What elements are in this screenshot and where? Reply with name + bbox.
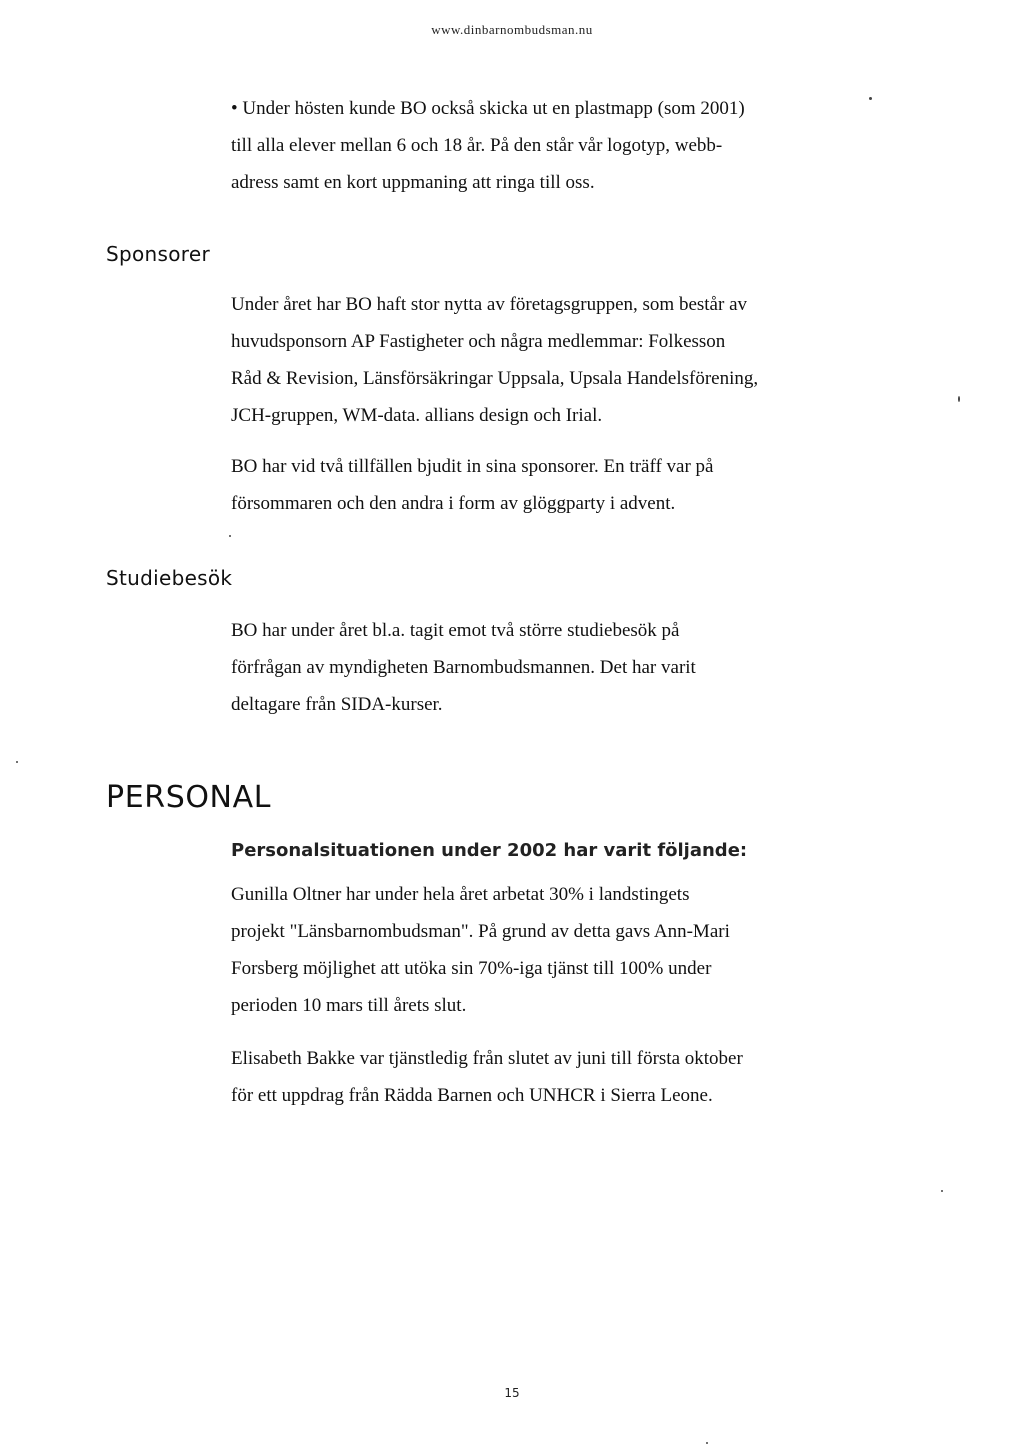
sponsorer-paragraph-1 — [231, 286, 881, 434]
text-line: JCH-gruppen, WM-data. allians design och Irial. — [231, 405, 603, 426]
text-line: Forsberg möjlighet att utöka sin 70%-iga tjänst till 100% under — [231, 958, 712, 979]
personal-subheading: Personalsituationen under 2002 har varit följande: — [231, 840, 748, 861]
text-line: Under året har BO haft stor nytta av företagsgruppen, som består av — [231, 294, 747, 315]
scan-speck — [869, 97, 872, 100]
text-line: BO har under året bl.a. tagit emot två större studiebesök på — [231, 620, 680, 641]
personal-paragraph-1 — [231, 876, 881, 1024]
scan-speck — [16, 761, 18, 763]
scan-speck — [229, 535, 231, 537]
text-line: för ett uppdrag från Rädda Barnen och UNHCR i Sierra Leone. — [231, 1085, 713, 1106]
text-line: perioden 10 mars till årets slut. — [231, 995, 467, 1016]
text-line: • Under hösten kunde BO också skicka ut en plastmapp (som 2001) — [231, 98, 745, 119]
page-number: 15 — [504, 1386, 520, 1400]
scan-speck — [706, 1442, 708, 1444]
section-heading-sponsorer: Sponsorer — [106, 242, 210, 266]
scan-speck — [941, 1190, 943, 1192]
sponsorer-paragraph-2 — [231, 448, 881, 522]
text-line: till alla elever mellan 6 och 18 år. På den står vår logotyp, webb- — [231, 135, 723, 156]
text-line: deltagare från SIDA-kurser. — [231, 694, 443, 715]
personal-paragraph-2 — [231, 1040, 881, 1114]
section-heading-studiebesok: Studiebesök — [106, 566, 233, 590]
intro-bullet-paragraph — [231, 90, 871, 201]
section-heading-personal: PERSONAL — [106, 780, 272, 815]
text-line: försommaren och den andra i form av glöggparty i advent. — [231, 493, 676, 514]
text-line: adress samt en kort uppmaning att ringa till oss. — [231, 172, 595, 193]
header-url: www.dinbarnombudsman.nu — [431, 22, 593, 37]
text-line: projekt "Länsbarnombudsman". På grund av detta gavs Ann-Mari — [231, 921, 730, 942]
text-line: Gunilla Oltner har under hela året arbetat 30% i landstingets — [231, 884, 690, 905]
studiebesok-paragraph — [231, 612, 881, 723]
text-line: förfrågan av myndigheten Barnombudsmannen. Det har varit — [231, 657, 696, 678]
text-line: BO har vid två tillfällen bjudit in sina sponsorer. En träff var på — [231, 456, 714, 477]
scan-speck — [958, 396, 960, 402]
text-line: Råd & Revision, Länsförsäkringar Uppsala, Upsala Handelsförening, — [231, 368, 759, 389]
text-line: Elisabeth Bakke var tjänstledig från slutet av juni till första oktober — [231, 1048, 743, 1069]
text-line: huvudsponsorn AP Fastigheter och några medlemmar: Folkesson — [231, 331, 726, 352]
